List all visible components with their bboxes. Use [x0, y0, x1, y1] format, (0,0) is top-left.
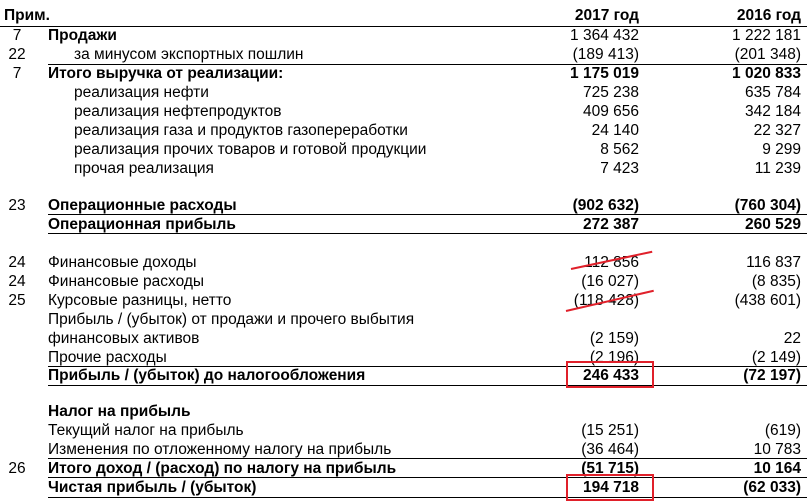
- value-2016: (2 149): [751, 349, 801, 366]
- value-2017: (15 251): [581, 422, 639, 439]
- year-2017-header: 2017 год: [574, 7, 639, 24]
- note-number: 7: [12, 27, 22, 44]
- row-label: Курсовые разницы, нетто: [48, 292, 232, 309]
- notes-column-header: Прим.: [4, 7, 50, 24]
- table-row: [0, 329, 807, 348]
- row-rule: [48, 233, 807, 234]
- table-row: [0, 291, 807, 310]
- table-row: [0, 421, 807, 440]
- value-2017: (36 464): [581, 441, 639, 458]
- table-row: [0, 459, 807, 478]
- value-2017: 246 433: [582, 367, 639, 384]
- note-number: 26: [8, 460, 26, 477]
- row-label: Продажи: [48, 27, 117, 44]
- value-2016: 10 783: [753, 441, 801, 458]
- value-2016: 1 020 833: [732, 65, 801, 82]
- row-label: реализация нефти: [74, 84, 209, 101]
- row-label: реализация газа и продуктов газопереработки: [74, 122, 408, 139]
- table-row: [0, 272, 807, 291]
- value-2017: (2 159): [589, 330, 639, 347]
- year-2016-header: 2016 год: [736, 7, 801, 24]
- value-2017: (51 715): [581, 460, 639, 477]
- note-number: 7: [12, 65, 22, 82]
- table-row: [0, 196, 807, 215]
- table-row: [0, 253, 807, 272]
- table-row: [0, 140, 807, 159]
- highlight-box-net-profit: [566, 474, 654, 501]
- value-2016: 11 239: [754, 160, 801, 177]
- table-row: [0, 64, 807, 83]
- value-2016: 1 222 181: [732, 27, 801, 44]
- table-row: [0, 310, 807, 329]
- value-2017: 24 140: [591, 122, 639, 139]
- value-2016: (62 033): [743, 479, 801, 496]
- row-label: Текущий налог на прибыль: [48, 422, 244, 439]
- table-row: [0, 440, 807, 459]
- row-label: Финансовые доходы: [48, 254, 197, 271]
- row-label: Прочие расходы: [48, 349, 167, 366]
- value-2017: 194 718: [582, 479, 639, 496]
- value-2017: 725 238: [582, 84, 639, 101]
- table-row: [0, 402, 807, 421]
- highlight-box-pretax-profit: [566, 361, 654, 388]
- value-2017: (118 428): [573, 292, 639, 309]
- table-row: [0, 478, 807, 497]
- value-2016: (619): [764, 422, 801, 439]
- value-2017: (2 196): [589, 349, 639, 366]
- value-2017: 112 856: [584, 254, 639, 271]
- value-2016: 10 164: [753, 460, 801, 477]
- value-2016: (438 601): [734, 292, 801, 309]
- row-label: за минусом экспортных пошлин: [74, 46, 304, 63]
- table-row: [0, 215, 807, 234]
- value-2016: 342 184: [744, 103, 801, 120]
- value-2017: 7 423: [600, 160, 639, 177]
- value-2016: 22: [783, 330, 801, 347]
- value-2017: 1 175 019: [570, 65, 639, 82]
- table-row: [0, 348, 807, 367]
- value-2016: 635 784: [744, 84, 801, 101]
- note-number: 24: [8, 254, 26, 271]
- row-label: Прибыль / (убыток) до налогообложения: [48, 367, 366, 384]
- row-rule: [48, 497, 807, 498]
- value-2017: (902 632): [572, 197, 639, 214]
- row-label: Итого выручка от реализации:: [48, 65, 284, 82]
- table-row: [0, 366, 807, 385]
- value-2016: (72 197): [743, 367, 801, 384]
- row-label: Изменения по отложенному налогу на прибыль: [48, 441, 392, 458]
- row-label: Финансовые расходы: [48, 273, 205, 290]
- row-label: Итого доход / (расход) по налогу на прибыль: [48, 460, 397, 477]
- table-row: [0, 45, 807, 64]
- row-label: реализация прочих товаров и готовой продукции: [74, 141, 427, 158]
- value-2016: 9 299: [762, 141, 801, 158]
- row-label: финансовых активов: [48, 330, 200, 347]
- note-number: 24: [8, 273, 26, 290]
- row-label: Операционная прибыль: [48, 216, 236, 233]
- value-2016: 260 529: [744, 216, 801, 233]
- value-2017: 8 562: [600, 141, 639, 158]
- row-rule: [48, 385, 807, 386]
- note-number: 22: [8, 46, 26, 63]
- value-2016: 22 327: [753, 122, 801, 139]
- table-row: [0, 26, 807, 45]
- value-2017: 1 364 432: [570, 27, 639, 44]
- table-row: [0, 83, 807, 102]
- row-label: Операционные расходы: [48, 197, 237, 214]
- value-2017: (189 413): [572, 46, 639, 63]
- value-2016: (201 348): [734, 46, 801, 63]
- value-2017: (16 027): [581, 273, 639, 290]
- section-heading: Налог на прибыль: [48, 403, 191, 420]
- row-label: реализация нефтепродуктов: [74, 103, 282, 120]
- table-row: [0, 102, 807, 121]
- value-2016: (8 835): [751, 273, 801, 290]
- row-label: Чистая прибыль / (убыток): [48, 479, 257, 496]
- value-2017: 409 656: [582, 103, 639, 120]
- note-number: 23: [8, 197, 26, 214]
- table-header: [0, 6, 807, 25]
- value-2016: 116 837: [746, 254, 801, 271]
- value-2017: 272 387: [582, 216, 639, 233]
- row-label: Прибыль / (убыток) от продажи и прочего выбытия: [48, 311, 415, 328]
- table-row: [0, 159, 807, 178]
- note-number: 25: [8, 292, 26, 309]
- row-label: прочая реализация: [74, 160, 214, 177]
- value-2016: (760 304): [734, 197, 801, 214]
- table-row: [0, 121, 807, 140]
